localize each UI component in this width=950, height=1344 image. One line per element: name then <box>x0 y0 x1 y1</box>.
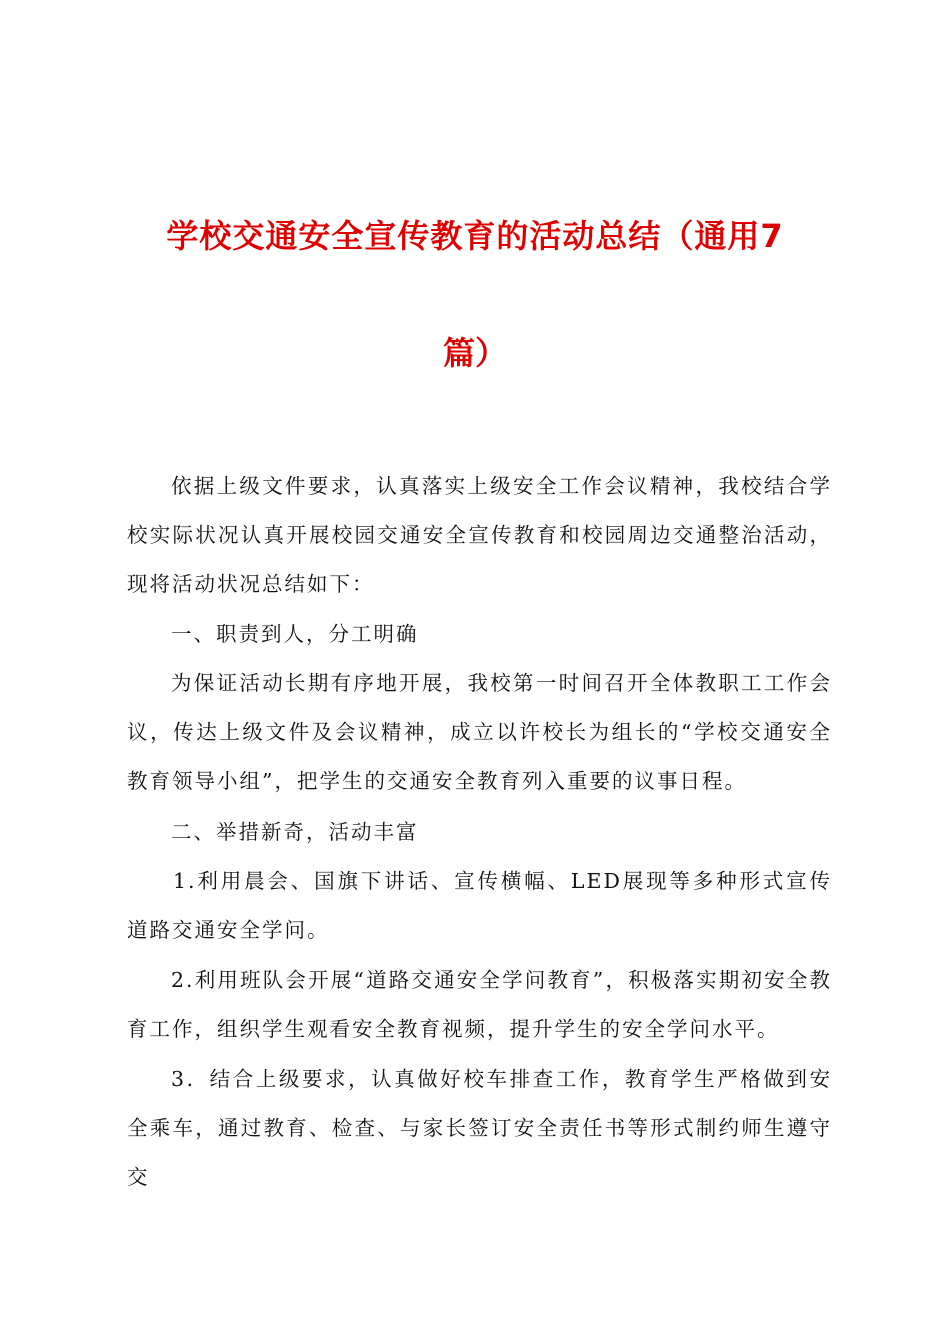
list-item-3: 3．结合上级要求，认真做好校车排查工作，教育学生严格做到安全乘车，通过教育、检查、与家长签订安全责任书等形式制约师生遵守交 <box>127 1067 832 1189</box>
section-1-paragraph: 为保证活动长期有序地开展，我校第一时间召开全体教职工工作会议，传达上级文件及会议精神，成立以许校长为组长的“学校交通安全教育领导小组”，把学生的交通安全教育列入重要的议事日程。 <box>127 671 832 793</box>
section-heading-2: 二、举措新奇，活动丰富 <box>171 820 419 844</box>
section-heading-1: 一、职责到人，分工明确 <box>171 622 419 646</box>
document-title-line-1: 学校交通安全宣传教育的活动总结（通用7 <box>166 217 784 255</box>
intro-paragraph: 依据上级文件要求，认真落实上级安全工作会议精神，我校结合学校实际状况认真开展校园交通安全宣传教育和校园周边交通整治活动，现将活动状况总结如下： <box>127 474 832 596</box>
document-title-line-2: 篇） <box>442 334 507 372</box>
list-item-1: 1.利用晨会、国旗下讲话、宣传横幅、LED展现等多种形式宣传道路交通安全学问。 <box>127 869 832 942</box>
list-item-2: 2.利用班队会开展“道路交通安全学问教育”，积极落实期初安全教育工作，组织学生观看安全教育视频，提升学生的安全学问水平。 <box>127 968 832 1041</box>
